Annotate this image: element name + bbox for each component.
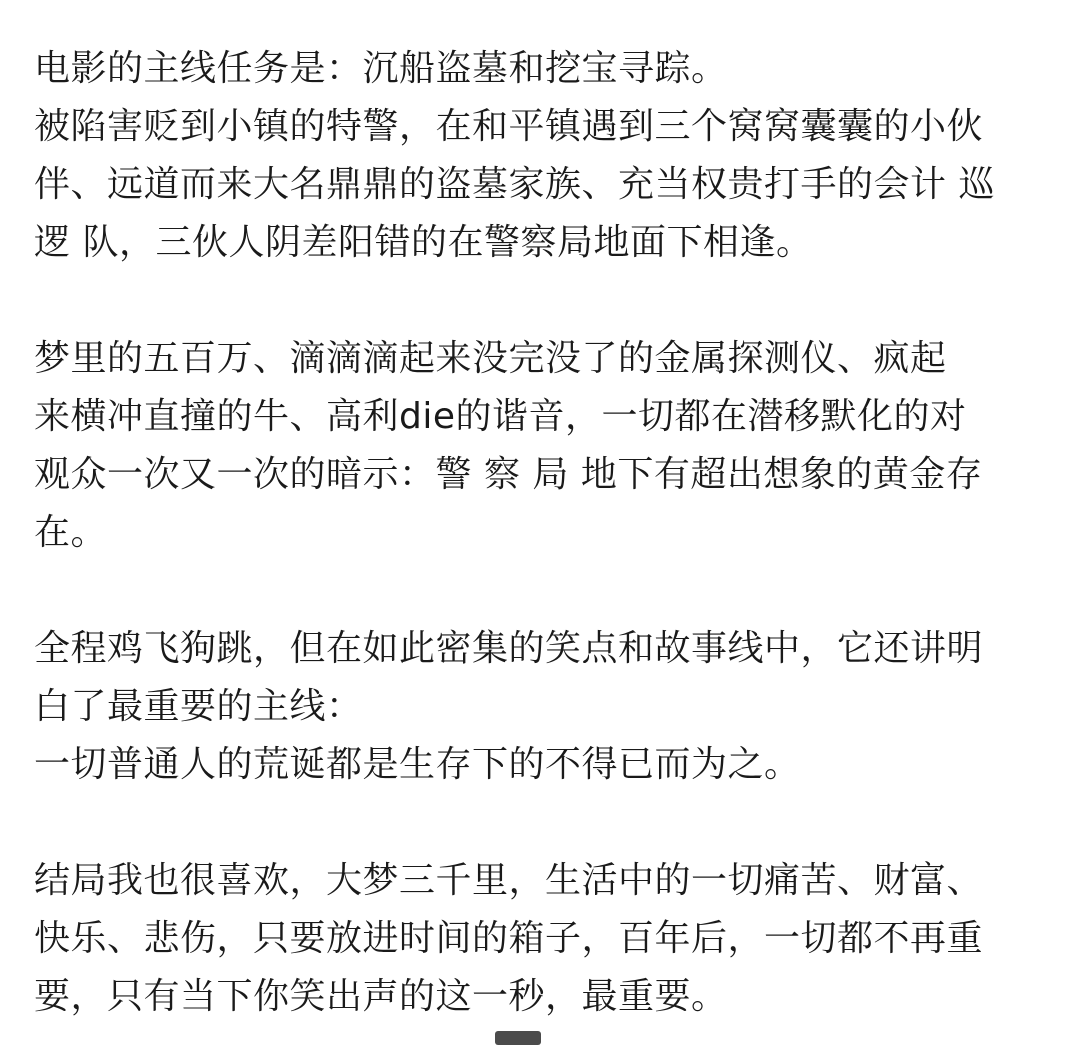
- text-line: 一切普通人的荒诞都是生存下的不得已而为之。: [34, 744, 801, 785]
- watermark: [495, 1018, 685, 1058]
- paragraph-spacer: [34, 794, 1050, 852]
- text-line: 逻 队，三伙人阴差阳错的在警察局地面下相逢。: [34, 222, 813, 263]
- text-line: 来横冲直撞的牛、高利die的谐音，一切都在潜移默化的对: [34, 396, 967, 437]
- text-line: 在。: [34, 512, 108, 553]
- text-line: 全程鸡飞狗跳，但在如此密集的笑点和故事线中，它还讲明: [34, 628, 984, 669]
- post-body: [34, 40, 1050, 1026]
- text-line: 结局我也很喜欢，大梦三千里，生活中的一切痛苦、财富、: [34, 860, 984, 901]
- text-line: 观众一次又一次的暗示：警 察 局 地下有超出想象的黄金存: [34, 454, 983, 495]
- text-line: 要，只有当下你笑出声的这一秒，最重要。: [34, 976, 728, 1017]
- text-line: 白了最重要的主线：: [34, 686, 363, 727]
- paragraph-3: [34, 620, 1050, 794]
- text-line: 伴、远道而来大名鼎鼎的盗墓家族、充当权贵打手的会计 巡: [34, 164, 995, 205]
- text-line: 快乐、悲伤，只要放进时间的箱子，百年后，一切都不再重: [34, 918, 984, 959]
- text-line: 梦里的五百万、滴滴滴起来没完没了的金属探测仪、疯起: [34, 338, 947, 379]
- paragraph-4: [34, 852, 1050, 1026]
- watermark-logo-icon: [495, 1031, 541, 1045]
- paragraph-1: [34, 40, 1050, 272]
- paragraph-spacer: [34, 562, 1050, 620]
- text-line: 电影的主线任务是：沉船盗墓和挖宝寻踪。: [34, 48, 728, 89]
- text-line: 被陷害贬到小镇的特警，在和平镇遇到三个窝窝囊囊的小伙: [34, 106, 984, 147]
- paragraph-2: [34, 330, 1050, 562]
- paragraph-spacer: [34, 272, 1050, 330]
